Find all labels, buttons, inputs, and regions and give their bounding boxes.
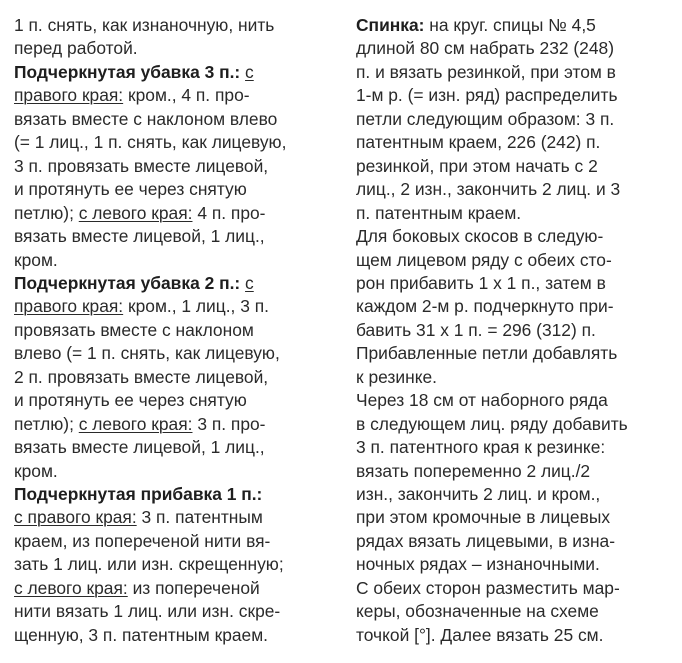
text-segment: лиц., 2 изн., закончить 2 лиц. и 3 (356, 179, 621, 200)
text-segment: зать 1 лиц. или изн. скрещенную; (14, 554, 284, 575)
text-line (356, 249, 612, 272)
underlined-phrase: правого края: (14, 296, 124, 317)
text-segment: к резинке. (356, 366, 438, 387)
text-segment: петлю); (14, 413, 79, 434)
underlined-phrase: с левого края: (78, 413, 193, 434)
text-line (356, 577, 620, 600)
text-segment: щенную, 3 п. патентным краем. (14, 624, 268, 645)
section-heading: Подчеркнутая убавка 3 п.: (14, 61, 241, 82)
text-line (356, 37, 614, 60)
text-line (356, 155, 598, 178)
text-segment: в следующем лиц. ряду добавить (356, 413, 628, 434)
section-heading: Подчеркнутая прибавка 1 п.: (14, 484, 263, 504)
text-segment: вязать вместе с наклоном влево (14, 108, 278, 129)
text-line (14, 624, 268, 647)
text-segment: бавить 31 х 1 п. = 296 (312) п. (356, 319, 596, 340)
text-line (14, 366, 268, 389)
text-segment: краем, из попереченой нити вя- (14, 530, 271, 551)
text-segment: (= 1 лиц., 1 п. снять, как лицевую, (14, 132, 287, 153)
text-segment: 3 п. провязать вместе лицевой, (14, 155, 269, 176)
text-line (14, 14, 274, 37)
text-segment: 3 п. про- (192, 413, 266, 434)
text-line (356, 389, 608, 412)
text-segment: рядах вязать лицевыми, в изна- (356, 530, 616, 551)
text-segment: петлю); (14, 202, 79, 223)
text-line (14, 413, 265, 436)
text-line (356, 295, 614, 318)
text-line (14, 61, 254, 84)
text-line (14, 178, 247, 201)
text-line (14, 202, 265, 225)
text-line (14, 483, 262, 506)
underlined-phrase: с левого края: (78, 202, 193, 223)
text-segment: петли следующим образом: 3 п. (356, 108, 615, 129)
text-line (356, 225, 603, 248)
text-line (356, 131, 600, 154)
text-line (14, 600, 280, 623)
text-line (14, 577, 260, 600)
text-segment: патентным краем, 226 (242) п. (356, 132, 601, 153)
text-segment: 1 п. снять, как изнаночную, нить (14, 15, 275, 35)
text-line (356, 460, 590, 483)
text-segment: кром., 4 п. про- (123, 85, 250, 106)
text-segment: на круг. спицы № 4,5 (424, 15, 596, 35)
text-segment: вязать вместе лицевой, 1 лиц., (14, 226, 265, 247)
text-line (14, 131, 286, 154)
text-segment: С обеих сторон разместить мар- (356, 577, 620, 598)
text-segment: изн., закончить 2 лиц. и кром., (356, 484, 601, 504)
text-segment: кром., 1 лиц., 3 п. (123, 296, 269, 317)
text-line (356, 413, 628, 436)
text-line (14, 249, 58, 272)
text-line (14, 342, 280, 365)
text-segment: резинкой, при этом начать с 2 (356, 155, 598, 176)
text-line (14, 108, 277, 131)
text-segment: из попереченой (127, 577, 260, 598)
underlined-phrase: правого края: (14, 85, 124, 106)
text-segment: Через 18 см от наборного ряда (356, 390, 608, 411)
text-line (14, 506, 263, 529)
text-line (356, 366, 437, 389)
text-segment: п. патентным краем. (356, 202, 522, 223)
text-segment: Для боковых скосов в следую- (356, 226, 604, 247)
underlined-phrase: с (245, 61, 254, 82)
text-segment: 1-м р. (= изн. ряд) распределить (356, 85, 618, 106)
text-line (14, 319, 254, 342)
text-line (14, 37, 138, 60)
text-line (356, 272, 606, 295)
text-line (356, 108, 614, 131)
section-heading: Спинка: (356, 15, 425, 35)
text-line (14, 225, 265, 248)
underlined-phrase: с (245, 272, 254, 293)
text-line (356, 342, 617, 365)
text-segment: влево (= 1 п. снять, как лицевую, (14, 343, 280, 364)
text-segment: провязать вместе с наклоном (14, 319, 254, 340)
text-line (356, 436, 605, 459)
text-line (14, 389, 247, 412)
text-segment: точкой [°]. Далее вязать 25 см. (356, 624, 604, 645)
underlined-phrase: с левого края: (14, 577, 128, 598)
text-segment: вязать вместе лицевой, 1 лиц., (14, 437, 265, 458)
text-line (356, 624, 603, 647)
text-line (356, 483, 600, 506)
text-line (356, 600, 599, 623)
text-segment: кром. (14, 249, 58, 270)
text-segment: 2 п. провязать вместе лицевой, (14, 366, 269, 387)
text-segment: 4 п. про- (192, 202, 266, 223)
text-segment: ночных рядах – изнаночными. (356, 554, 600, 575)
text-line (14, 436, 265, 459)
text-segment: керы, обозначенные на схеме (356, 601, 599, 622)
text-line (356, 84, 618, 107)
text-line (14, 460, 58, 483)
text-segment: нити вязать 1 лиц. или изн. скре- (14, 601, 281, 622)
text-segment: рон прибавить 1 х 1 п., затем в (356, 272, 606, 293)
text-line (356, 14, 596, 37)
text-line (356, 553, 600, 576)
section-heading: Подчеркнутая убавка 2 п.: (14, 272, 241, 293)
text-segment: каждом 2-м р. подчеркнуто при- (356, 296, 614, 317)
text-segment: щем лицевом ряду с обеих сто- (356, 249, 612, 270)
text-line (14, 295, 269, 318)
text-segment: длиной 80 см набрать 232 (248) (356, 38, 614, 59)
text-segment: и протянуть ее через снятую (14, 179, 247, 200)
text-line (356, 506, 610, 529)
text-segment: вязать попеременно 2 лиц./2 (356, 460, 591, 481)
text-line (356, 178, 620, 201)
text-segment: при этом кромочные в лицевых (356, 507, 611, 528)
text-segment: перед работой. (14, 38, 138, 59)
text-line (14, 84, 250, 107)
text-line (14, 530, 270, 553)
text-line (14, 553, 284, 576)
text-segment: 3 п. патентным (136, 507, 263, 528)
text-segment: 3 п. патентного края к резинке: (356, 437, 606, 458)
text-segment: Прибавленные петли добавлять (356, 343, 618, 364)
text-segment: кром. (14, 460, 58, 481)
text-line (356, 319, 596, 342)
text-line (356, 202, 521, 225)
text-line (356, 530, 615, 553)
text-segment: и протянуть ее через снятую (14, 390, 247, 411)
underlined-phrase: с правого края: (14, 507, 137, 528)
text-line (356, 61, 616, 84)
text-line (14, 155, 268, 178)
text-segment: п. и вязать резинкой, при этом в (356, 61, 616, 82)
text-line (14, 272, 254, 295)
